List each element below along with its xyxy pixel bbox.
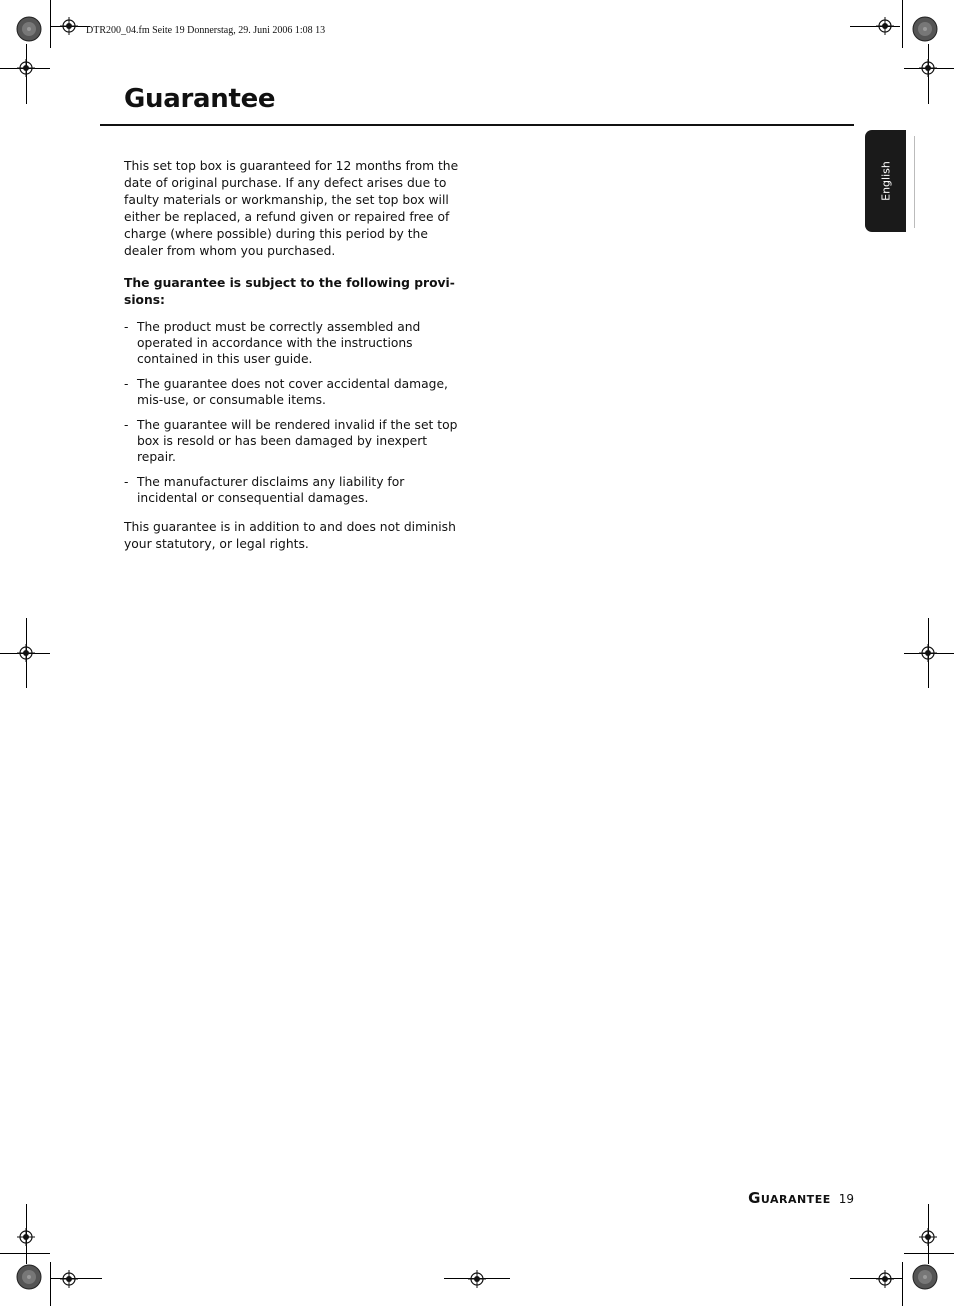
- file-info: DTR200_04.fm Seite 19 Donnerstag, 29. Juni 2006 1:08 13: [86, 25, 326, 36]
- title-divider: [100, 124, 854, 126]
- list-item: [124, 319, 462, 367]
- provision-text: The manufacturer disclaims any liability for incidental or consequential damages.: [137, 475, 405, 505]
- provision-text: The guarantee does not cover accidental damage, mis-use, or consumable items.: [137, 377, 448, 407]
- dash-bullet: -: [124, 377, 129, 391]
- registration-mark-icon: [468, 1270, 486, 1288]
- crop-mark-icon: [50, 1262, 51, 1306]
- color-wheel-icon: [912, 1264, 938, 1290]
- registration-mark-icon: [919, 59, 937, 77]
- registration-mark-icon: [60, 17, 78, 35]
- closing-paragraph: This guarantee is in addition to and does not diminish your statutory, or legal rights.: [124, 520, 456, 551]
- registration-mark-icon: [919, 1228, 937, 1246]
- intro-paragraph: This set top box is guaranteed for 12 months from the date of original purchase. If any defect arises due to faulty materials or workmanship, the set top box will either be replaced, a refund given or repaired free of charge (where possible) during this period by the dealer from whom you purchased.: [124, 159, 459, 258]
- provision-text: The product must be correctly assembled and operated in accordance with the instructions contained in this user guide.: [137, 320, 421, 366]
- dash-bullet: -: [124, 418, 129, 432]
- provisions-list: [124, 319, 462, 506]
- crop-mark-icon: [902, 0, 903, 48]
- registration-mark-icon: [60, 1270, 78, 1288]
- crop-mark-icon: [0, 1253, 50, 1254]
- list-item: [124, 474, 462, 506]
- registration-mark-icon: [17, 59, 35, 77]
- crop-mark-icon: [904, 1253, 954, 1254]
- provision-text: The guarantee will be rendered invalid if the set top box is resold or has been damaged by inexpert repair.: [137, 418, 458, 464]
- color-wheel-icon: [912, 16, 938, 42]
- page-footer: [748, 1188, 854, 1207]
- crop-mark-icon: [902, 1262, 903, 1306]
- list-item: [124, 376, 462, 408]
- page-title: Guarantee: [124, 84, 276, 114]
- registration-mark-icon: [919, 644, 937, 662]
- list-item: [124, 417, 462, 465]
- dash-bullet: -: [124, 320, 129, 334]
- language-tab: [865, 130, 906, 232]
- registration-mark-icon: [17, 1228, 35, 1246]
- registration-mark-icon: [876, 17, 894, 35]
- registration-mark-icon: [876, 1270, 894, 1288]
- language-tab-label: English: [879, 161, 892, 201]
- tab-divider: [914, 136, 915, 228]
- color-wheel-icon: [16, 16, 42, 42]
- color-wheel-icon: [16, 1264, 42, 1290]
- footer-section-title: Guarantee: [748, 1189, 831, 1207]
- dash-bullet: -: [124, 475, 129, 489]
- guarantee-body: [124, 158, 462, 553]
- registration-mark-icon: [17, 644, 35, 662]
- crop-mark-icon: [50, 0, 51, 48]
- provisions-heading: The guarantee is subject to the following provi-sions:: [124, 276, 455, 307]
- page-number: 19: [838, 1192, 854, 1206]
